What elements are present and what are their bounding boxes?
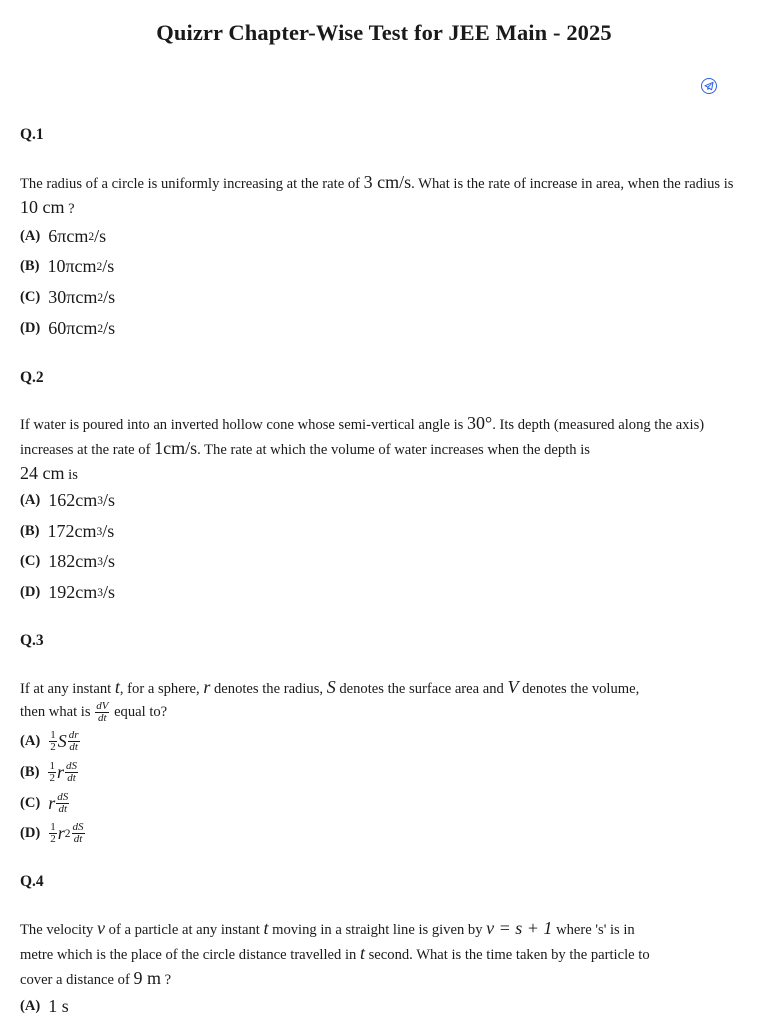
question-text: If at any instant t, for a sphere, r denotes the radius, S denotes the surface area and V denotes the volume, then what is $\frac{dV}{dt}$ equal to? — [20, 677, 640, 725]
option-c[interactable]: (C) 30 πcm 2 /s — [20, 287, 116, 307]
option-b[interactable]: (B) $\frac{1}{2}$ r $\frac{dS}{dt}$ — [20, 760, 77, 784]
option-a[interactable]: (A) 1 s — [20, 996, 69, 1016]
question-text: The radius of a circle is uniformly increasing at the rate of 3 cm/s. What is the rate of increase in area, when the radius is 10 cm ? — [20, 172, 734, 217]
question-number: Q.4 — [20, 873, 44, 890]
question-text: The velocity v of a particle at any instant t moving in a straight line is given by v = s + 1 where 's' is in metre which is the place of the circle distance travelled in t second. What is the time taken by the particle to cover a distance of 9 m ? — [20, 918, 650, 988]
option-a[interactable]: (A) $\frac{1}{2}$ S $\frac{dr}{dt}$ — [20, 729, 79, 753]
option-d[interactable]: (D) 192 cm 3 /s — [20, 582, 116, 602]
question-number: Q.2 — [20, 369, 44, 386]
option-c[interactable]: (C) 182 cm 3 /s — [20, 551, 116, 571]
option-c[interactable]: (C) r $\frac{dS}{dt}$ — [20, 791, 69, 815]
option-b[interactable]: (B) 10 πcm 2 /s — [20, 256, 115, 276]
question-number: Q.3 — [20, 632, 44, 649]
option-d[interactable]: (D) 60 πcm 2 /s — [20, 318, 116, 338]
question-number: Q.1 — [20, 126, 44, 143]
option-a[interactable]: (A) 162 cm 3 /s — [20, 490, 116, 510]
question-text: If water is poured into an inverted hollow cone whose semi-vertical angle is 30°. Its depth (measured along the axis) increases at the rate of 1cm/s. The rate at which the volume of water increases when the depth is 24 cm is — [20, 413, 705, 483]
option-a[interactable]: (A) 6 πcm 2 /s — [20, 226, 107, 246]
telegram-icon — [704, 81, 714, 91]
page-title: Quizrr Chapter-Wise Test for JEE Main - 2025 — [156, 20, 612, 45]
option-b[interactable]: (B) 172 cm 3 /s — [20, 521, 115, 541]
telegram-share-button[interactable] — [701, 78, 717, 94]
option-d[interactable]: (D) $\frac{1}{2}$ r 2 $\frac{dS}{dt}$ — [20, 821, 84, 845]
